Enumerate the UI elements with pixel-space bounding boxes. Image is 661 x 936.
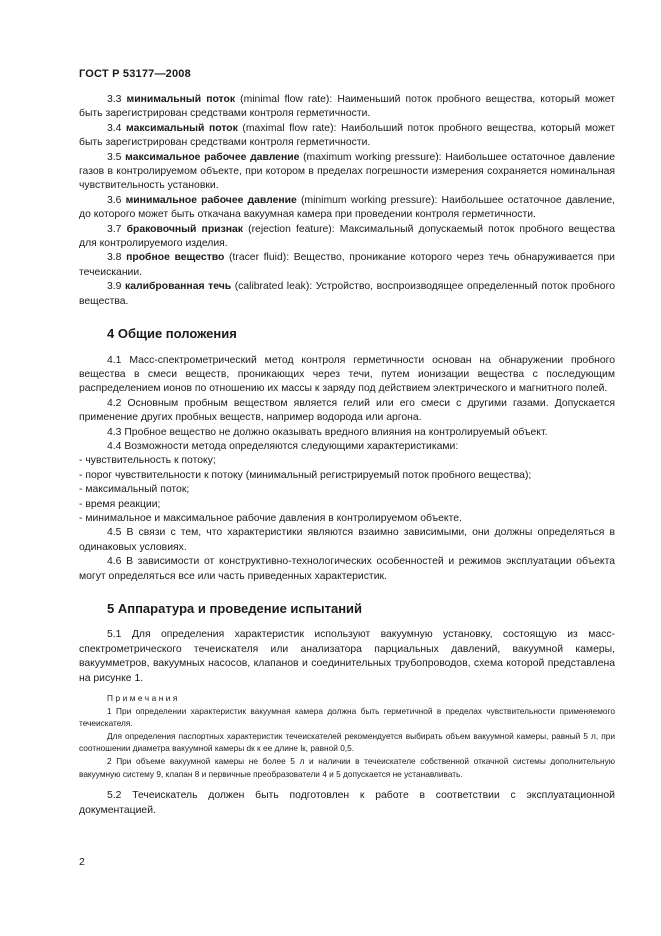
note-1-continued: Для определения паспортных характеристик течеискателей рекомендуется выбирать объем вакуумной камеры, равный 5 л, при соотношении диаметра вакуумной камеры dк к ее длине lк, равной 0,5.	[79, 730, 615, 754]
definition-3-5: 3.5 максимальное рабочее давление (maximum working pressure): Наибольшее остаточное давление газов в контролируемом объекте, при котором в пределах погрешности измерения сохраняется номинальная чувствительность установки.	[79, 151, 615, 192]
paragraph-4-4: 4.4 Возможности метода определяются следующими характеристиками:	[107, 440, 459, 452]
paragraph-4-2: 4.2 Основным пробным веществом является гелий или его смеси с другими газами. Допускается применение других пробных веществ, например водорода или аргона.	[79, 397, 615, 424]
section-4-heading: 4 Общие положения	[107, 326, 237, 342]
definition-term: пробное вещество	[126, 252, 225, 264]
list-item: - чувствительность к потоку;	[79, 455, 216, 467]
document-header: ГОСТ Р 53177—2008	[79, 68, 191, 80]
definition-term: максимальный поток	[126, 122, 238, 134]
notes-title: Примечания	[107, 693, 180, 704]
definition-term: максимальное рабочее давление	[125, 151, 300, 163]
paragraph-4-5: 4.5 В связи с тем, что характеристики являются взаимно зависимыми, они должны определяться в одинаковых условиях.	[79, 527, 615, 553]
paragraph-5-2: 5.2 Течеискатель должен быть подготовлен к работе в соответствии с эксплуатационной документацией.	[79, 790, 615, 816]
paragraph-5-1: 5.1 Для определения характеристик используют вакуумную установку, состоящую из масс-спектрометрического течеискателя или анализатора парциальных давлений, вакуумной камеры, вакуумметров, вакуумных насосов, клапанов и соединительных трубопроводов, схема которой представлена на рисунке 1.	[79, 629, 615, 684]
list-item: - порог чувствительности к потоку (минимальный регистрируемый поток пробного вещества);	[79, 469, 532, 481]
list-item: - минимальное и максимальное рабочие давления в контролируемом объекте.	[79, 512, 462, 524]
definition-term: минимальный поток	[126, 94, 236, 105]
paragraph-4-1: 4.1 Масс-спектрометрический метод контроля герметичности основан на обнаружении пробного вещества в смеси веществ, проникающих через течи, путем ионизации вещества с последующим распределением ионов по отношению их массы к заряду под действием электрического и магнитного полей.	[79, 354, 615, 395]
definition-3-9: 3.9 калиброванная течь (calibrated leak): Устройство, воспроизводящее определенный поток пробного вещества.	[79, 281, 616, 307]
definition-3-8: 3.8 пробное вещество (tracer fluid): Вещество, проникание которого через течь обнаруживается при течеискании.	[79, 252, 615, 278]
definition-term: калиброванная течь	[125, 281, 232, 293]
definition-3-4: 3.4 максимальный поток (maximal flow rate): Наибольший поток пробного вещества, который может быть зарегистрирован средствами контроля герметичности.	[79, 122, 615, 149]
page-content	[79, 93, 615, 818]
characteristics-list	[79, 454, 615, 526]
list-item: - максимальный поток;	[79, 484, 190, 496]
paragraph-4-3: 4.3 Пробное вещество не должно оказывать вредного влияния на контролируемый объект.	[107, 426, 548, 438]
notes-block	[79, 692, 615, 780]
definition-3-6: 3.6 минимальное рабочее давление (minimum working pressure): Наибольшее остаточное давление, до которого может быть откачана вакуумная камера при проведении контроля герметичности.	[79, 194, 616, 221]
paragraph-4-6: 4.6 В зависимости от конструктивно-технологических особенностей и режимов эксплуатации объекта могут определяться все или часть приведенных характеристик.	[79, 556, 615, 582]
list-item: - время реакции;	[79, 498, 161, 510]
definition-term: минимальное рабочее давление	[125, 194, 297, 206]
definitions-list	[79, 93, 615, 309]
note-2: 2 При объеме вакуумной камеры не более 5 л и наличии в течеискателе собственной откачной системы дополнительную вакуумную систему 9, клапан 8 и первичные преобразователи 4 и 5 допускается не устанавливать.	[79, 756, 615, 779]
section-5-heading: 5 Аппаратура и проведение испытаний	[107, 601, 363, 616]
definition-3-3: 3.3 минимальный поток (minimal flow rate): Наименьший поток пробного вещества, который может быть зарегистрирован средствами контроля герметичности.	[79, 94, 615, 120]
page-number: 2	[79, 856, 85, 868]
definition-3-7: 3.7 браковочный признак (rejection feature): Максимальный допускаемый поток пробного вещества для контролируемого изделия.	[79, 223, 616, 250]
note-1: 1 При определении характеристик вакуумная камера должна быть герметичной в пределах чувствительности применяемого течеискателя.	[79, 705, 615, 729]
definition-term: браковочный признак	[126, 223, 243, 235]
